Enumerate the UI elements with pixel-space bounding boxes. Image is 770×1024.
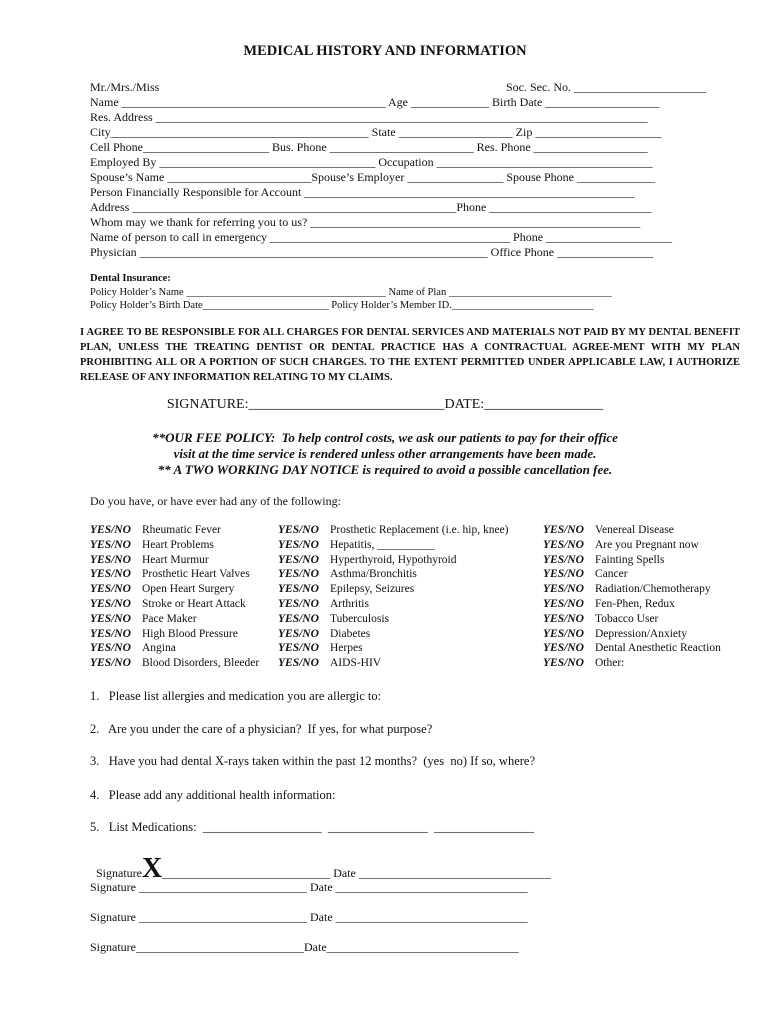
yes-no-option[interactable]: YES/NO (90, 627, 131, 640)
condition-label: Other: (595, 657, 625, 670)
condition-item[interactable] (278, 567, 509, 582)
condition-label: Fen-Phen, Redux (595, 597, 675, 610)
yes-no-option[interactable]: YES/NO (90, 612, 131, 625)
condition-label: Hyperthyroid, Hypothyroid (330, 553, 457, 566)
condition-label: Hepatitis, __________ (330, 538, 435, 551)
res-address-field[interactable]: Res. Address __________________________________________________________________________________ (90, 110, 648, 124)
condition-item[interactable] (278, 627, 509, 642)
signature-date-field[interactable]: SIGNATURE:____________________________DATE:_________________ (166, 397, 604, 412)
condition-label: Open Heart Surgery (142, 583, 235, 596)
yes-no-option[interactable]: YES/NO (90, 568, 131, 581)
condition-label: Radiation/Chemotherapy (595, 583, 711, 596)
condition-item[interactable] (90, 523, 259, 538)
condition-label: Venereal Disease (595, 524, 674, 536)
condition-item[interactable] (278, 612, 509, 627)
condition-item[interactable] (278, 553, 509, 568)
yes-no-option[interactable]: YES/NO (90, 538, 131, 551)
condition-item[interactable] (543, 656, 721, 671)
ssn-field[interactable]: Soc. Sec. No. ______________________ (506, 80, 706, 94)
condition-label: Blood Disorders, Bleeder (142, 657, 260, 670)
fee-policy-line-2: visit at the time service is rendered unless other arrangements have been made. (173, 446, 597, 461)
yes-no-option[interactable]: YES/NO (543, 583, 584, 596)
yes-no-option[interactable]: YES/NO (90, 597, 131, 610)
question-additional-info: 4. Please add any additional health information: (90, 788, 336, 802)
responsible-party-field[interactable]: Person Financially Responsible for Account _______________________________________________________ (90, 185, 635, 199)
yes-no-option[interactable]: YES/NO (278, 568, 319, 581)
condition-item[interactable] (543, 627, 721, 642)
conditions-prompt: Do you have, or have ever had any of the following: (90, 494, 341, 508)
name-age-birthdate-field[interactable]: Name ____________________________________________ Age _____________ Birth Date ___________________ (90, 95, 660, 109)
yes-no-option[interactable]: YES/NO (278, 642, 319, 655)
condition-item[interactable] (90, 538, 259, 553)
question-allergies: 1. Please list allergies and medication you are allergic to: (90, 689, 382, 703)
question-medications[interactable]: 5. List Medications: ___________________ ________________ ________________ (90, 820, 535, 834)
condition-label: Depression/Anxiety (595, 627, 687, 640)
yes-no-option[interactable]: YES/NO (278, 627, 319, 640)
condition-item[interactable] (278, 597, 509, 612)
condition-item[interactable] (90, 597, 259, 612)
page-title: MEDICAL HISTORY AND INFORMATION (243, 43, 527, 59)
condition-label: Asthma/Bronchitis (330, 568, 417, 581)
address-phone-field[interactable]: Address ______________________________________________________Phone ___________________________ (90, 200, 652, 214)
signature-row-2[interactable]: Signature ____________________________ Date ________________________________ (90, 880, 528, 894)
condition-item[interactable] (278, 538, 509, 553)
condition-item[interactable] (543, 567, 721, 582)
yes-no-option[interactable]: YES/NO (278, 553, 319, 566)
condition-label: Pace Maker (142, 612, 197, 625)
condition-item[interactable] (90, 582, 259, 597)
referral-field[interactable]: Whom may we thank for referring you to us? _______________________________________________________ (90, 215, 641, 229)
condition-item[interactable] (90, 627, 259, 642)
condition-item[interactable] (278, 582, 509, 597)
condition-label: Heart Murmur (142, 553, 209, 566)
yes-no-option[interactable]: YES/NO (90, 553, 131, 566)
condition-label: Herpes (330, 642, 363, 655)
yes-no-option[interactable]: YES/NO (90, 583, 131, 596)
condition-item[interactable] (543, 641, 721, 656)
condition-item[interactable] (543, 523, 721, 538)
conditions-column-2 (278, 523, 509, 671)
fee-policy-line-1: **OUR FEE POLICY: To help control costs, we ask our patients to pay for their office (152, 430, 618, 445)
condition-label: Dental Anesthetic Reaction (595, 642, 721, 655)
condition-item[interactable] (90, 612, 259, 627)
condition-label: AIDS-HIV (330, 657, 382, 670)
signature-label: Signature (96, 866, 142, 880)
condition-label: Stroke or Heart Attack (142, 597, 246, 610)
condition-label: Heart Problems (142, 538, 214, 551)
yes-no-option[interactable]: YES/NO (278, 524, 319, 536)
yes-no-option[interactable]: YES/NO (278, 538, 319, 551)
question-physician-care: 2. Are you under the care of a physician? If yes, for what purpose? (90, 722, 433, 736)
agreement-statement: I AGREE TO BE RESPONSIBLE FOR ALL CHARGES FOR DENTAL SERVICES AND MATERIALS NOT PAID BY MY DENTAL BENEFIT PLAN, UNLESS THE TREATING DENTIST OR DENTAL PRACTICE HAS A CONTRACTUAL AGREE-MENT WITH MY PLAN PROHIBITING ALL OR A PORTION OF SUCH CHARGES. TO THE EXTENT PERMITTED UNDER APPLICABLE LAW, I AUTHORIZE RELEASE OF ANY INFORMATION RELATING TO MY CLAIMS. (80, 327, 740, 383)
yes-no-option[interactable]: YES/NO (543, 524, 584, 536)
yes-no-option[interactable]: YES/NO (543, 627, 584, 640)
signature-row-4[interactable]: Signature____________________________Date________________________________ (90, 940, 519, 954)
condition-label: Epilepsy, Seizures (330, 583, 415, 596)
condition-item[interactable] (543, 582, 721, 597)
condition-item[interactable] (90, 567, 259, 582)
condition-item[interactable] (543, 612, 721, 627)
yes-no-option[interactable]: YES/NO (278, 583, 319, 596)
yes-no-option[interactable]: YES/NO (543, 538, 584, 551)
city-state-zip-field[interactable]: City___________________________________________ State ___________________ Zip _____________________ (90, 125, 662, 139)
condition-item[interactable] (278, 523, 509, 538)
condition-item[interactable] (543, 597, 721, 612)
policy-holder-birth-field[interactable]: Policy Holder’s Birth Date________________________ Policy Holder’s Member ID.___________________________ (90, 300, 594, 311)
condition-item[interactable] (90, 656, 259, 671)
emergency-contact-field[interactable]: Name of person to call in emergency ________________________________________ Phone _____________________ (90, 230, 673, 244)
yes-no-option[interactable]: YES/NO (543, 642, 584, 655)
condition-item[interactable] (278, 656, 509, 671)
condition-label: Diabetes (330, 627, 371, 640)
yes-no-option[interactable]: YES/NO (90, 642, 131, 655)
condition-label: High Blood Pressure (142, 627, 238, 640)
signature-x-mark: X (142, 853, 163, 884)
spouse-field[interactable]: Spouse’s Name ________________________Spouse’s Employer ________________ Spouse Phone _____________ (90, 170, 655, 184)
condition-label: Arthritis (330, 597, 369, 610)
question-xrays: 3. Have you had dental X-rays taken within the past 12 months? (yes no) If so, where? (90, 754, 536, 768)
condition-label: Tuberculosis (330, 612, 389, 625)
condition-item[interactable] (278, 641, 509, 656)
conditions-column-3 (543, 523, 721, 671)
fee-policy-line-3: ** A TWO WORKING DAY NOTICE is required to avoid a possible cancellation fee. (157, 462, 613, 477)
condition-item[interactable] (543, 538, 721, 553)
condition-label: Prosthetic Heart Valves (142, 568, 250, 581)
yes-no-option[interactable]: YES/NO (278, 657, 319, 670)
yes-no-option[interactable]: YES/NO (543, 568, 584, 581)
yes-no-option[interactable]: YES/NO (278, 597, 319, 610)
condition-item[interactable] (90, 641, 259, 656)
yes-no-option[interactable]: YES/NO (543, 597, 584, 610)
employment-field[interactable]: Employed By ____________________________________ Occupation ____________________________________ (90, 155, 653, 169)
condition-item[interactable] (543, 553, 721, 568)
condition-label: Rheumatic Fever (142, 524, 221, 536)
condition-label: Cancer (595, 568, 628, 581)
condition-label: Angina (142, 642, 176, 655)
yes-no-option[interactable]: YES/NO (543, 612, 584, 625)
signature-line-1[interactable]: ____________________________ Date ________________________________ (162, 866, 551, 880)
condition-item[interactable] (90, 553, 259, 568)
physician-field[interactable]: Physician __________________________________________________________ Office Phone ________________ (90, 245, 654, 259)
condition-label: Prosthetic Replacement (i.e. hip, knee) (330, 524, 509, 536)
yes-no-option[interactable]: YES/NO (543, 657, 584, 670)
salutation-label: Mr./Mrs./Miss (90, 80, 160, 94)
policy-holder-name-field[interactable]: Policy Holder’s Name ______________________________________ Name of Plan _______________________________ (90, 287, 612, 298)
condition-label: Fainting Spells (595, 553, 665, 566)
condition-label: Are you Pregnant now (595, 538, 699, 551)
yes-no-option[interactable]: YES/NO (90, 524, 131, 536)
conditions-column-1 (90, 523, 259, 671)
yes-no-option[interactable]: YES/NO (278, 612, 319, 625)
dental-insurance-heading: Dental Insurance: (90, 273, 171, 284)
yes-no-option[interactable]: YES/NO (543, 553, 584, 566)
signature-row-3[interactable]: Signature ____________________________ Date ________________________________ (90, 910, 528, 924)
yes-no-option[interactable]: YES/NO (90, 657, 131, 670)
phone-fields[interactable]: Cell Phone_____________________ Bus. Phone ________________________ Res. Phone ___________________ (90, 140, 648, 154)
condition-label: Tobacco User (595, 612, 659, 625)
signature-row-1[interactable] (90, 838, 551, 885)
